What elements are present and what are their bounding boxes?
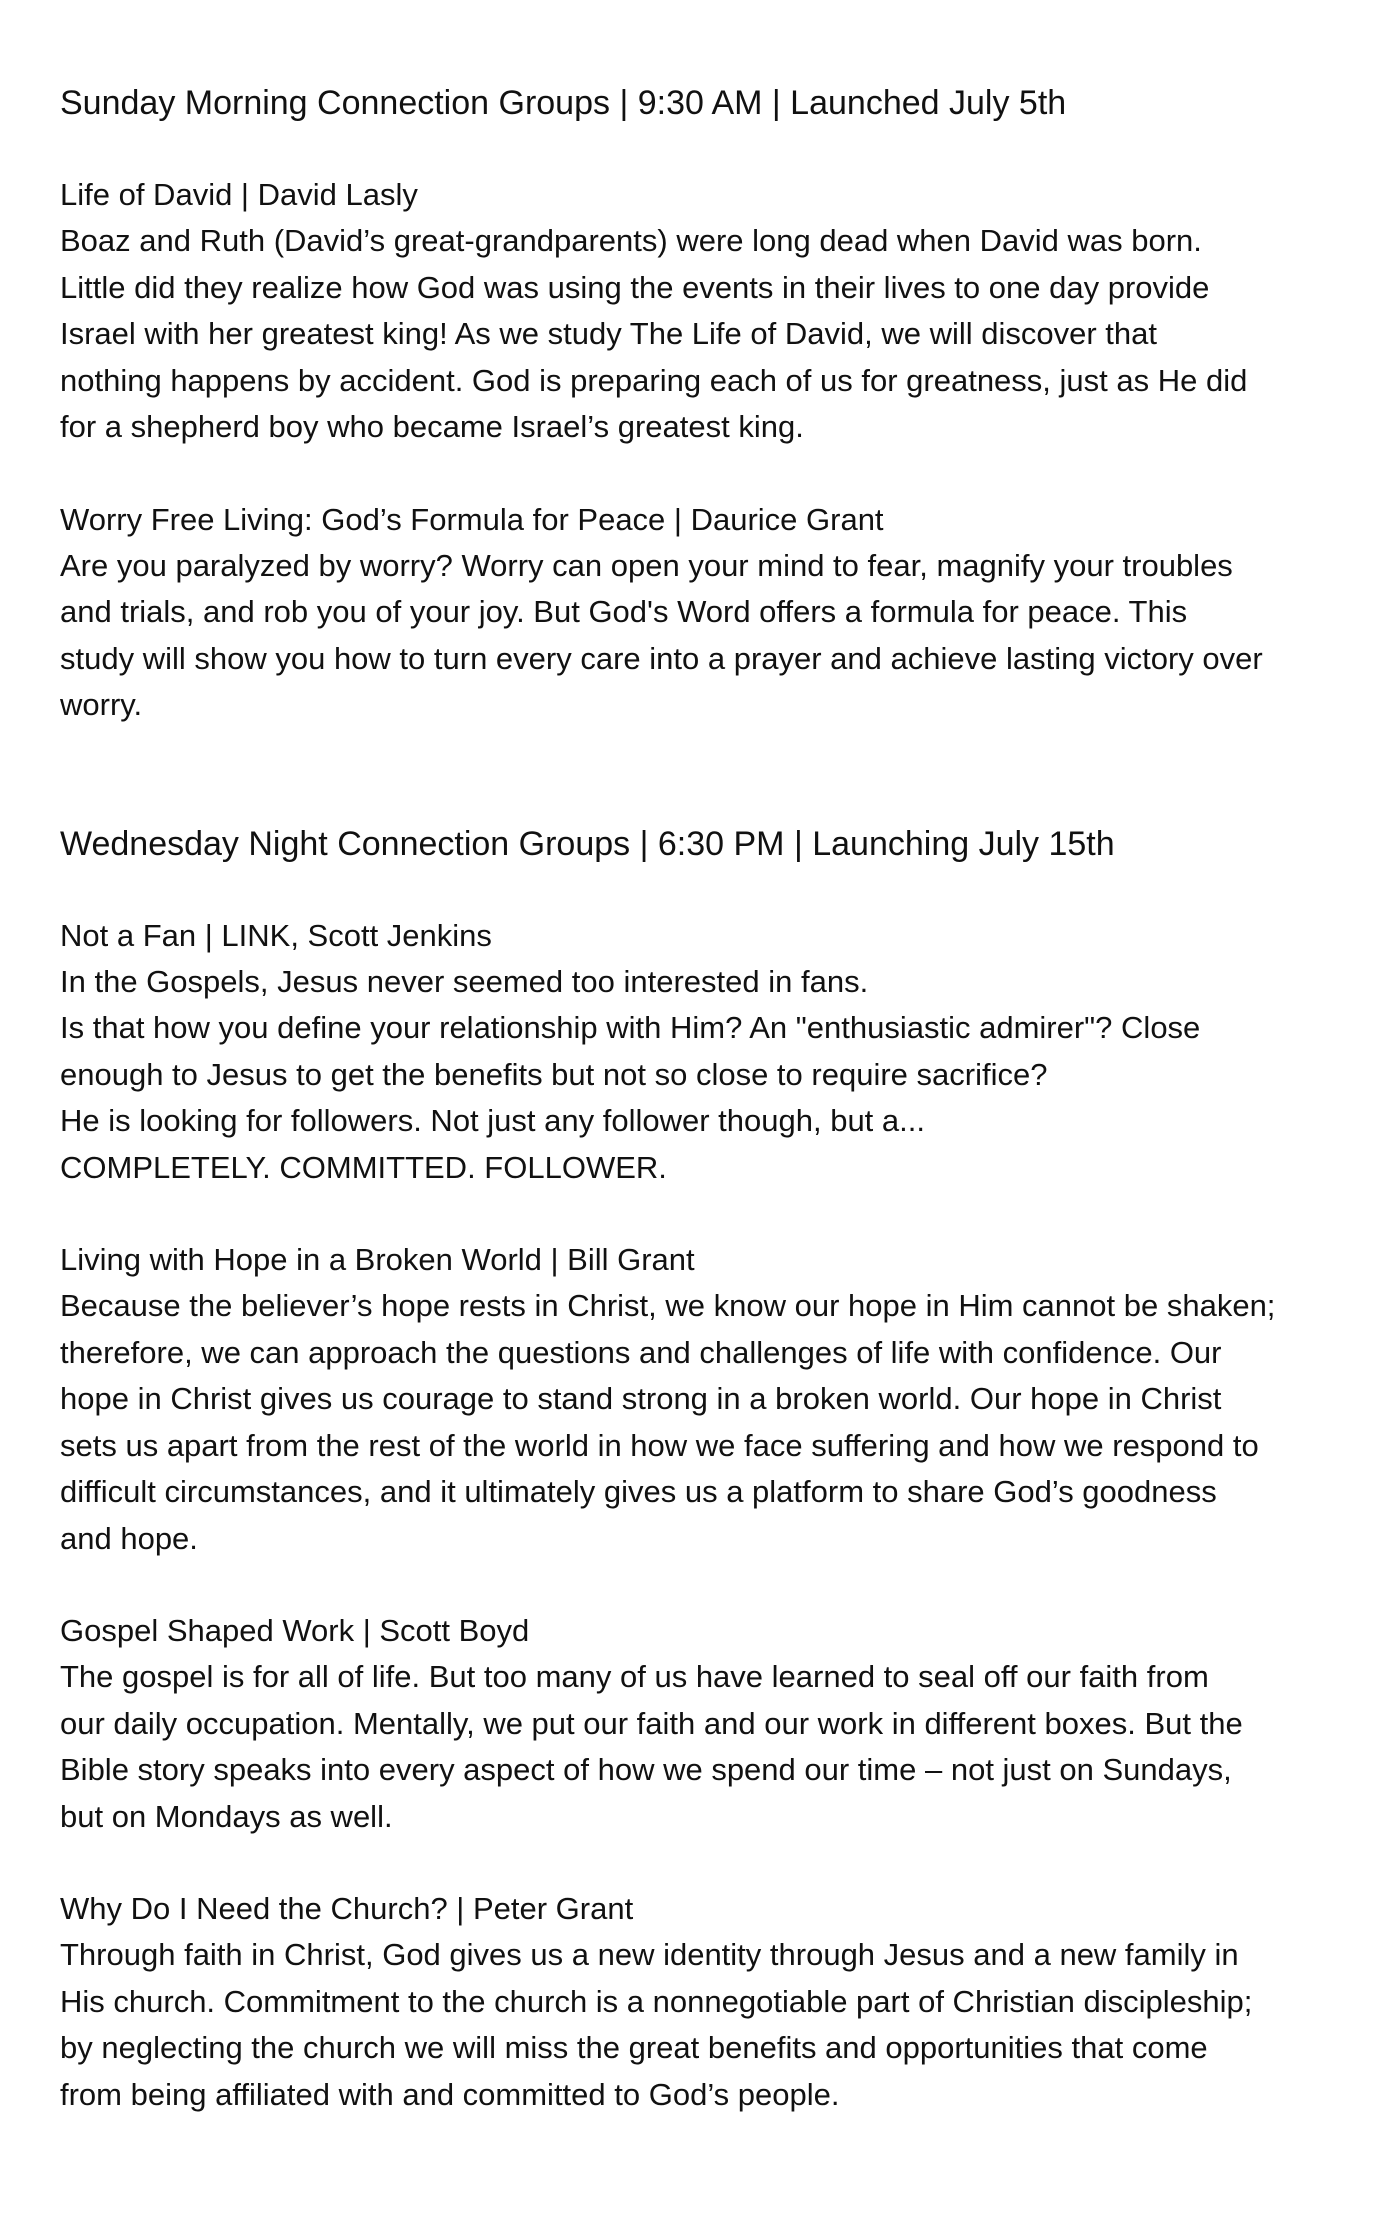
group-title: Living with Hope in a Broken World | Bill Grant: [60, 1242, 695, 1277]
sunday-section: [60, 80, 1350, 729]
group-worry-free-living: [60, 497, 1350, 729]
group-description: The gospel is for all of life. But too many of us have learned to seal off our faith from our daily occupation. Mentally, we put our faith and our work in different boxes. But the Bible story speaks into every aspect of how we spend our time – not just on Sundays, but on Mondays as well.: [60, 1659, 1243, 1834]
group-description: Boaz and Ruth (David’s great-grandparents) were long dead when David was born. Little did they realize how God was using the events in their lives to one day provide Israel with her greatest king! As we study The Life of David, we will discover that nothing happens by accident. God is preparing each of us for greatness, just as He did for a shepherd boy who became Israel’s greatest king.: [60, 223, 1248, 444]
group-title: Not a Fan | LINK, Scott Jenkins: [60, 917, 492, 953]
group-description: Through faith in Christ, God gives us a new identity through Jesus and a new family in His church. Commitment to the church is a nonnegotiable part of Christian discipleship; by neglecting the church we will miss the great benefits and opportunities that come from being affiliated with and committed to God’s people.: [60, 1937, 1253, 2112]
group-living-with-hope: [60, 1237, 1350, 1562]
group-description: Are you paralyzed by worry? Worry can open your mind to fear, magnify your troubles and trials, and rob you of your joy. But God's Word offers a formula for peace. This study will show you how to turn every care into a prayer and achieve lasting victory over worry.: [60, 547, 1263, 722]
group-not-a-fan: [60, 913, 1350, 1192]
group-title: Gospel Shaped Work | Scott Boyd: [60, 1613, 530, 1648]
group-gospel-shaped-work: [60, 1608, 1350, 1840]
group-life-of-david: [60, 172, 1350, 451]
document-page: [60, 80, 1350, 2118]
group-title: Life of David | David Lasly: [60, 177, 418, 212]
wednesday-heading: Wednesday Night Connection Groups | 6:30 PM | Launching July 15th: [60, 824, 1115, 863]
group-description: Because the believer’s hope rests in Christ, we know our hope in Him cannot be shaken; therefore, we can approach the questions and challenges of life with confidence. Our hope in Christ gives us courage to stand strong in a broken world. Our hope in Christ sets us apart from the rest of the world in how we face suffering and how we respond to difficult circumstances, and it ultimately gives us a platform to share God’s goodness and hope.: [60, 1288, 1276, 1556]
wednesday-section: [60, 821, 1350, 2119]
group-description: In the Gospels, Jesus never seemed too interested in fans. Is that how you define your relationship with Him? An "enthusiastic admirer"? Close enough to Jesus to get the benefits but not so close to require sacrifice? He is looking for followers. Not just any follower though, but a... COMPLETELY. COMMITTED. FOLLOWER.: [60, 963, 1201, 1185]
group-title: Worry Free Living: God’s Formula for Peace | Daurice Grant: [60, 501, 884, 537]
group-why-church: [60, 1886, 1350, 2118]
section-spacer: [60, 729, 1350, 821]
group-title: Why Do I Need the Church? | Peter Grant: [60, 1891, 634, 1926]
sunday-heading: Sunday Morning Connection Groups | 9:30 AM | Launched July 5th: [60, 84, 1067, 122]
